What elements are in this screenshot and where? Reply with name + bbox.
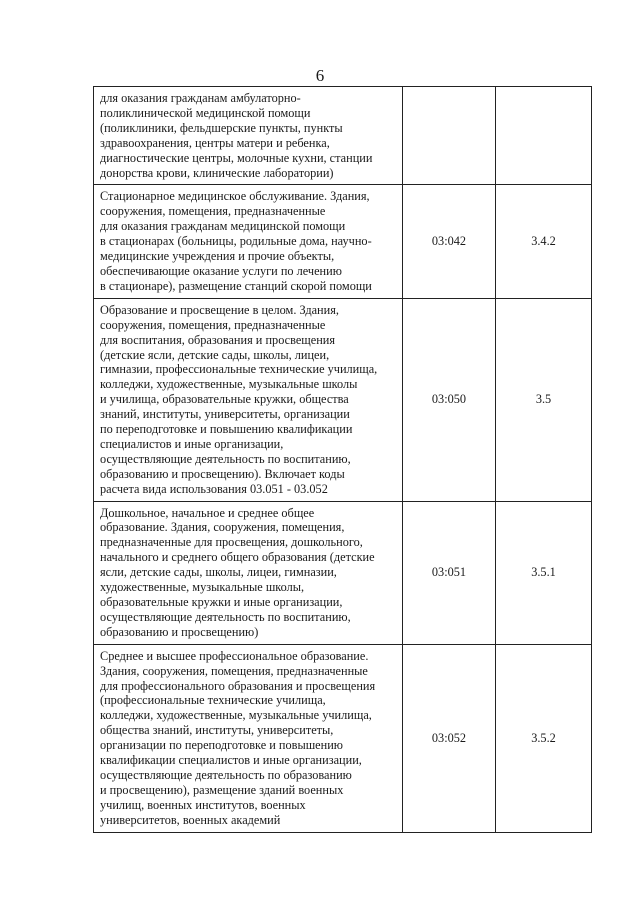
description-line: в стационарах (больницы, родильные дома, научно- <box>100 234 372 249</box>
classifier-number-cell: 3.5.2 <box>496 644 592 832</box>
description-line: образование. Здания, сооружения, помещения, <box>100 520 345 535</box>
description-line: колледжи, художественные, музыкальные училища, <box>100 708 372 723</box>
description-line: сооружения, помещения, предназначенные <box>100 317 326 332</box>
description-line: осуществляющие деятельность по воспитанию, <box>100 451 351 466</box>
description-line: общества знаний, институты, университеты, <box>100 723 334 738</box>
use-description-cell <box>94 185 403 298</box>
classifier-number-cell: 3.4.2 <box>496 185 592 298</box>
description-line: диагностические центры, молочные кухни, станции <box>100 150 373 165</box>
table-row <box>94 87 592 185</box>
description-line: Среднее и высшее профессиональное образование. <box>100 648 369 663</box>
description-line: обеспечивающие оказание услуги по лечению <box>100 263 342 278</box>
classifier-number-cell: 3.5.1 <box>496 501 592 644</box>
description-line: сооружения, помещения, предназначенные <box>100 204 326 219</box>
table-row <box>94 501 592 644</box>
use-description-cell <box>94 501 403 644</box>
description-line: специалистов и иные организации, <box>100 436 284 451</box>
description-line: образованию и просвещению). Включает коды <box>100 466 345 481</box>
table-row <box>94 185 592 298</box>
description-line: образованию и просвещению) <box>100 624 259 639</box>
use-code-cell: 03:042 <box>403 185 496 298</box>
description-line: художественные, музыкальные школы, <box>100 580 305 595</box>
use-code-cell: 03:050 <box>403 298 496 501</box>
description-line: квалификации специалистов и иные организации, <box>100 753 362 768</box>
description-line: училищ, военных институтов, военных <box>100 797 306 812</box>
description-line: для оказания гражданам медицинской помощи <box>100 219 346 234</box>
description-line: Дошкольное, начальное и среднее общее <box>100 505 315 520</box>
table-row <box>94 644 592 832</box>
description-line: предназначенные для просвещения, дошкольного, <box>100 535 363 550</box>
table-row <box>94 298 592 501</box>
use-description-cell <box>94 644 403 832</box>
description-line: начального и среднего общего образования (детские <box>100 550 375 565</box>
description-line: и училища, образовательные кружки, общества <box>100 392 349 407</box>
description-line: (поликлиники, фельдшерские пункты, пункты <box>100 120 343 135</box>
description-line: образовательные кружки и иные организации, <box>100 595 343 609</box>
description-line: по переподготовке и повышению квалификации <box>100 422 353 437</box>
description-line: колледжи, художественные, музыкальные школы <box>100 377 358 392</box>
description-line: здравоохранения, центры матери и ребенка, <box>100 135 330 150</box>
description-line: Образование и просвещение в целом. Здания, <box>100 302 339 317</box>
description-line: университетов, военных академий <box>100 812 281 827</box>
description-line: осуществляющие деятельность по воспитанию, <box>100 609 351 624</box>
classifier-number-cell: 3.5 <box>496 298 592 501</box>
description-line: донорства крови, клинические лаборатории) <box>100 165 334 180</box>
description-line: в стационаре), размещение станций скорой помощи <box>100 278 372 293</box>
use-code-cell: 03:052 <box>403 644 496 832</box>
description-line: ясли, детские сады, школы, лицеи, гимназии, <box>100 565 337 580</box>
description-line: гимназии, профессиональные технические училища, <box>100 362 378 377</box>
description-line: для воспитания, образования и просвещения <box>100 332 336 347</box>
description-line: расчета вида использования 03.051 - 03.052 <box>100 481 328 496</box>
table-body <box>94 87 592 833</box>
description-line: поликлинической медицинской помощи <box>100 105 311 120</box>
description-line: организации по переподготовке и повышению <box>100 738 343 753</box>
page-number: 6 <box>315 66 325 85</box>
classifier-number-cell <box>496 87 592 185</box>
description-line: медицинские учреждения и прочие объекты, <box>100 249 335 264</box>
use-description-cell <box>94 87 403 185</box>
description-line: и просвещению), размещение зданий военных <box>100 782 344 797</box>
description-line: Стационарное медицинское обслуживание. Здания, <box>100 189 370 204</box>
description-line: (детские ясли, детские сады, школы, лицеи, <box>100 347 330 362</box>
description-line: (профессиональные технические училища, <box>100 693 326 708</box>
description-line: для профессионального образования и просвещения <box>100 678 376 693</box>
use-code-cell: 03:051 <box>403 501 496 644</box>
use-code-cell <box>403 87 496 185</box>
use-description-cell <box>94 298 403 501</box>
description-line: Здания, сооружения, помещения, предназначенные <box>100 663 368 678</box>
land-use-table <box>93 86 592 833</box>
description-line: для оказания гражданам амбулаторно- <box>100 91 301 105</box>
description-line: знаний, институты, университеты, организации <box>100 407 350 422</box>
description-line: осуществляющие деятельность по образованию <box>100 767 352 782</box>
